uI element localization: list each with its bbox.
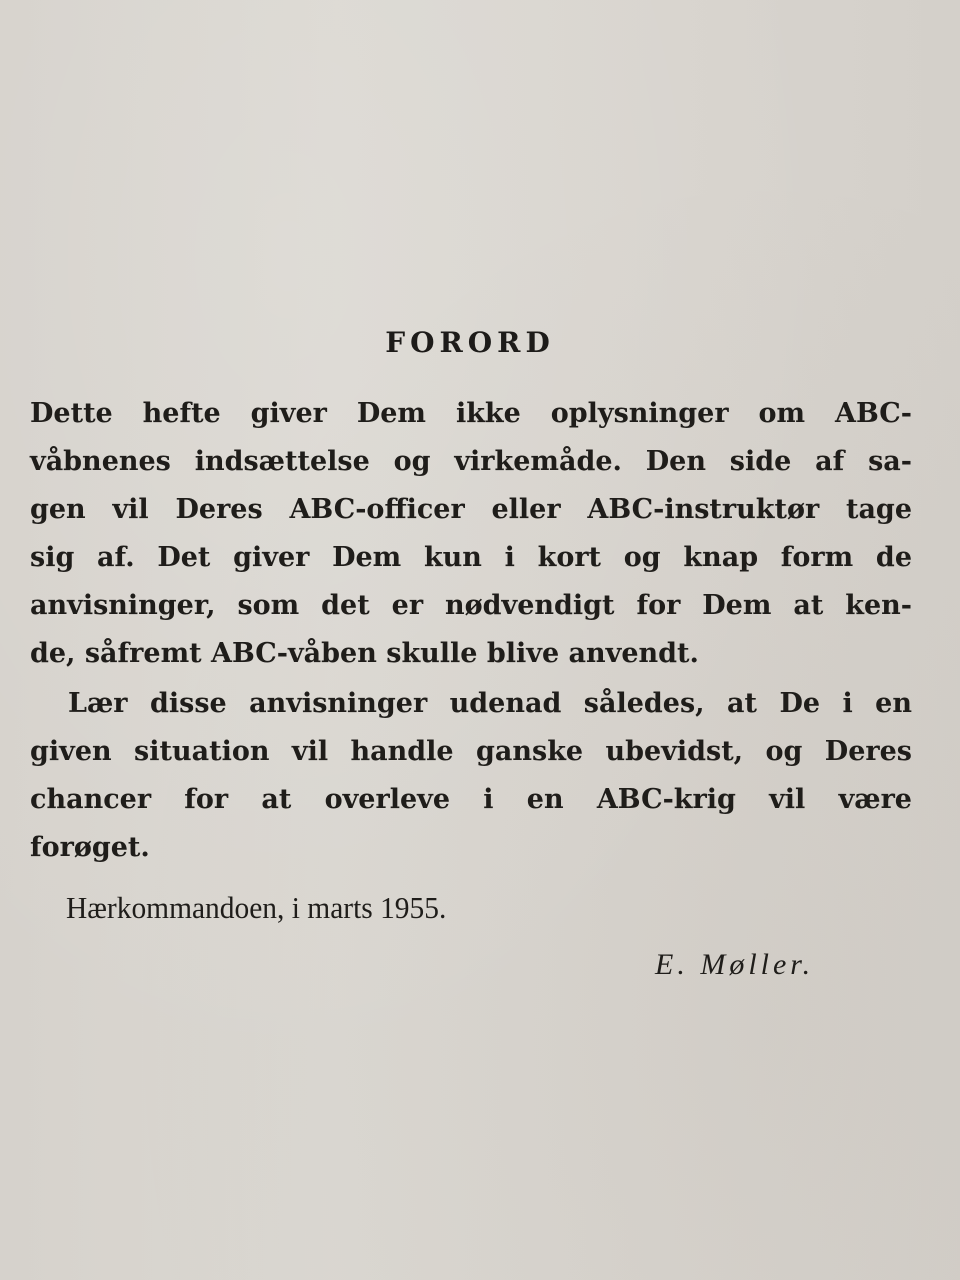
text-line: given situation vil handle ganske ubevidst, og Deres [30,736,912,767]
paragraph-2 [30,680,912,872]
text-line: våbnenes indsættelse og virkemåde. Den side af sa- [30,446,912,477]
text-line: de, såfremt ABC-våben skulle blive anvendt. [30,638,699,669]
signature: E. Møller. [655,948,815,981]
place-date-line: Hærkommandoen, i marts 1955. [66,890,447,925]
text-line: chancer for at overleve i en ABC-krig vil være [30,784,912,815]
text-line: gen vil Deres ABC-officer eller ABC-instruktør tage [30,494,912,525]
text-line: anvisninger, som det er nødvendigt for Dem at ken- [30,590,912,621]
text-line: Dette hefte giver Dem ikke oplysninger om ABC- [30,398,912,429]
paragraph-1 [30,390,912,678]
text-line: forøget. [30,832,150,863]
text-line: Lær disse anvisninger udenad således, at De i en [68,688,912,719]
page-title: FORORD [385,326,555,359]
text-line: sig af. Det giver Dem kun i kort og knap form de [30,542,912,573]
